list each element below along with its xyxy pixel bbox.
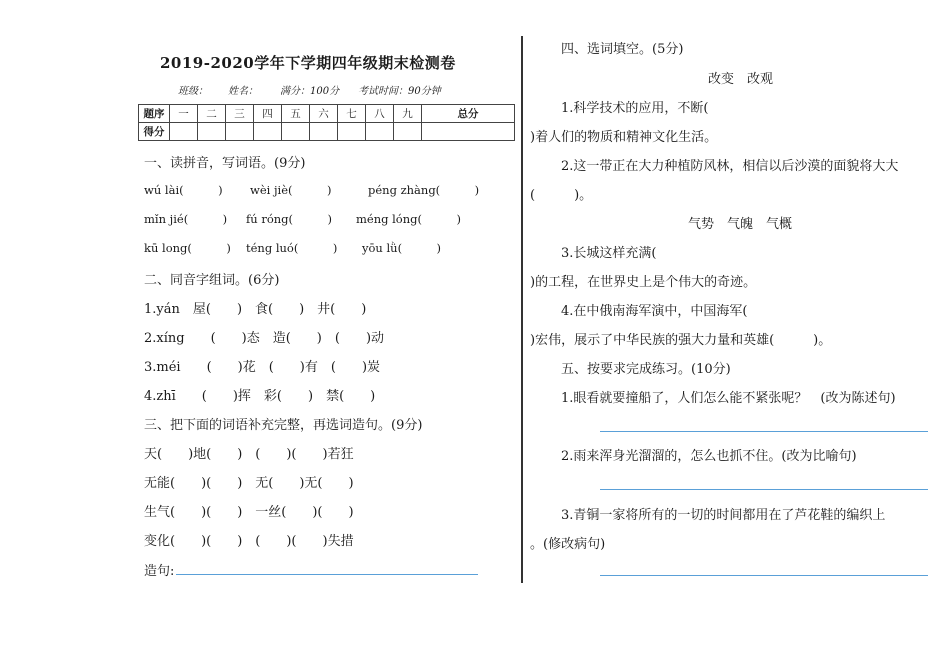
table-column-cell: 七 — [338, 105, 366, 123]
table-column-cell: 九 — [394, 105, 422, 123]
idiom-line: 生气( )( ) 一丝( )( ) — [144, 505, 354, 520]
answer-line[interactable] — [176, 574, 478, 575]
question-text: 2.这一带正在大力种植防风林，相信以后沙漠的面貌将大大 — [561, 159, 899, 174]
table-column-cell: 六 — [310, 105, 338, 123]
score-table-score-row — [139, 123, 515, 141]
score-cell — [254, 123, 282, 141]
homophone-line: 2.xíng ( )态 造( ) ( )动 — [144, 331, 385, 346]
total-score-cell — [422, 123, 515, 141]
homophone-line: 3.méi ( )花 ( )有 ( )炭 — [144, 360, 381, 375]
full-score-label: 满分：100分 — [280, 86, 340, 97]
table-header-cell: 得分 — [139, 123, 170, 141]
pinyin-item: wèi jiè( ) — [250, 183, 332, 197]
question-text: )宏伟，展示了中华民族的强大力量和英雄( )。 — [530, 333, 832, 348]
table-column-cell: 三 — [226, 105, 254, 123]
pinyin-item: yōu lǜ( ) — [362, 241, 442, 255]
pinyin-item: fú róng( ) — [246, 212, 332, 226]
question-text: ( )。 — [530, 188, 593, 203]
table-total-cell: 总分 — [422, 105, 515, 123]
question-text: 3.长城这样充满( — [561, 246, 657, 261]
score-cell — [366, 123, 394, 141]
homophone-line: 4.zhī ( )挥 彩( ) 禁( ) — [144, 389, 376, 404]
pinyin-item: méng lóng( ) — [356, 212, 461, 226]
word-choices: 气势 气魄 气概 — [688, 217, 793, 232]
question-text: 1.科学技术的应用，不断( — [561, 101, 709, 116]
score-table — [138, 104, 515, 141]
table-header-cell: 题序 — [139, 105, 170, 123]
score-cell — [226, 123, 254, 141]
table-column-cell: 四 — [254, 105, 282, 123]
question-text: )的工程，在世界史上是个伟大的奇迹。 — [530, 275, 757, 290]
column-divider — [521, 36, 523, 583]
table-column-cell: 八 — [366, 105, 394, 123]
answer-line[interactable] — [600, 575, 928, 576]
word-choices: 改变 改观 — [708, 72, 774, 87]
pinyin-item: téng luó( ) — [246, 241, 338, 255]
section-1-title: 一、读拼音，写词语。(9分) — [144, 156, 306, 171]
idiom-line: 天( )地( ) ( )( )若狂 — [144, 447, 354, 462]
pinyin-item: kū long( ) — [144, 241, 231, 255]
class-label: 班级： — [178, 86, 208, 97]
make-sentence-label: 造句: — [144, 564, 175, 579]
score-cell — [170, 123, 198, 141]
exercise-text: 3.青铜一家将所有的一切的时间都用在了芦花鞋的编织上 — [561, 508, 886, 523]
name-label: 姓名： — [228, 86, 258, 97]
answer-line[interactable] — [600, 431, 928, 432]
idiom-line: 无能( )( ) 无( )无( ) — [144, 476, 354, 491]
pinyin-item: mǐn jié( ) — [144, 212, 228, 226]
exam-time-label: 考试时间：90分钟 — [358, 86, 441, 97]
score-cell — [282, 123, 310, 141]
score-table-header-row — [139, 105, 515, 123]
idiom-line: 变化( )( ) ( )( )失措 — [144, 534, 354, 549]
table-column-cell: 二 — [198, 105, 226, 123]
table-column-cell: 一 — [170, 105, 198, 123]
section-3-title: 三、把下面的词语补充完整，再选词造句。(9分) — [144, 418, 423, 433]
answer-line[interactable] — [600, 489, 928, 490]
score-cell — [310, 123, 338, 141]
exercise-text: 1.眼看就要撞船了，人们怎么能不紧张呢？ (改为陈述句) — [561, 391, 896, 406]
exercise-text: 。(修改病句) — [530, 537, 606, 552]
question-text: 4.在中俄南海军演中，中国海军( — [561, 304, 748, 319]
homophone-line: 1.yán 屋( ) 食( ) 井( ) — [144, 302, 367, 317]
page-title: 2019-2020学年下学期四年级期末检测卷 — [160, 54, 456, 72]
exercise-text: 2.雨来浑身光溜溜的，怎么也抓不住。(改为比喻句) — [561, 449, 857, 464]
pinyin-item: wú lài( ) — [144, 183, 223, 197]
pinyin-item: péng zhàng( ) — [368, 183, 480, 197]
table-column-cell: 五 — [282, 105, 310, 123]
section-2-title: 二、同音字组词。(6分) — [144, 273, 280, 288]
question-text: )着人们的物质和精神文化生活。 — [530, 130, 718, 145]
score-cell — [338, 123, 366, 141]
section-5-title: 五、按要求完成练习。(10分) — [561, 362, 731, 377]
score-cell — [394, 123, 422, 141]
score-cell — [198, 123, 226, 141]
section-4-title: 四、选词填空。(5分) — [561, 42, 684, 57]
